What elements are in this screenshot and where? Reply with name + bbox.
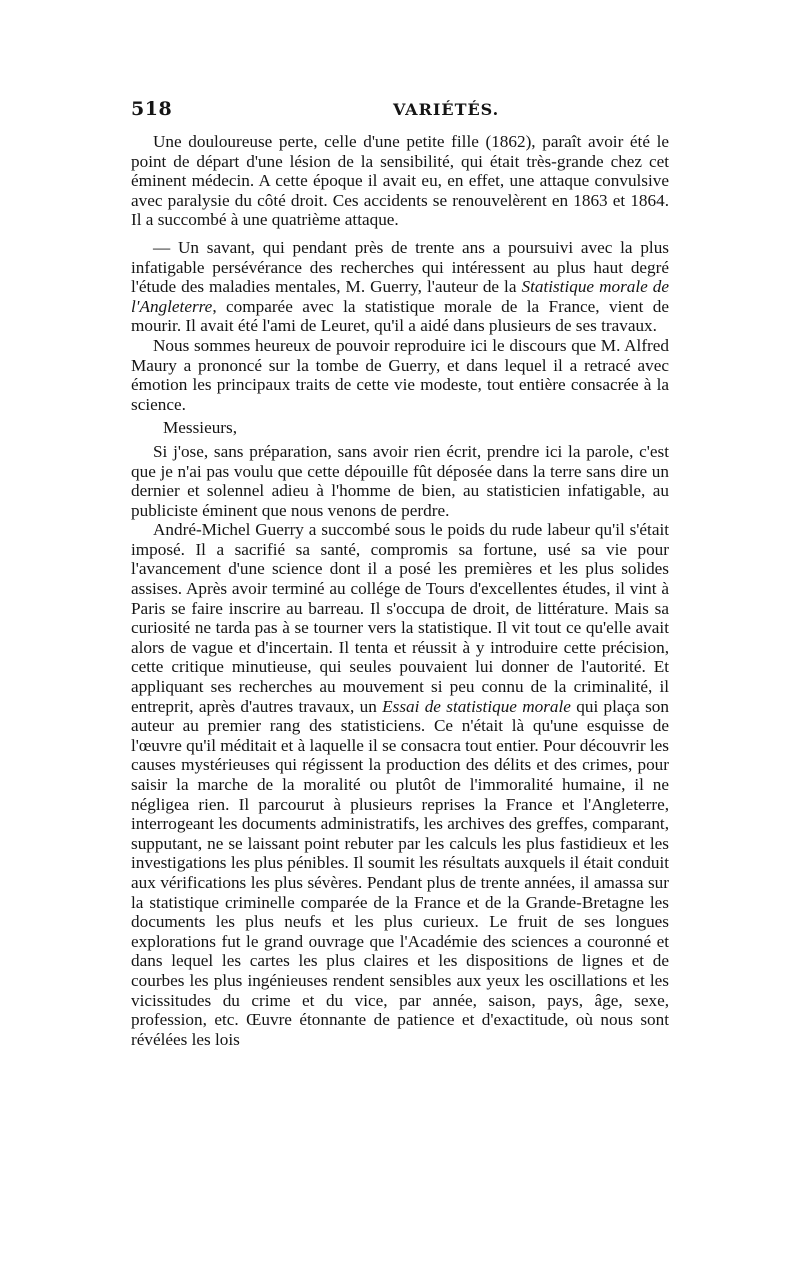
paragraph	[131, 520, 669, 1049]
italic-title: Statistique morale de l'Angleterre	[131, 277, 669, 316]
page-number: 518	[131, 98, 173, 120]
paragraph	[131, 132, 669, 230]
text-run: Si j'ose, sans préparation, sans avoir rien écrit, prendre ici la parole, c'est que je n'ai pas voulu que cette dépouille fût déposée dans la terre sans dire un dernier et solennel adieu à l'homme de bien, au statisticien infatigable, au publiciste éminent que nous venons de perdre.	[131, 441, 669, 520]
paragraph	[131, 238, 669, 336]
text-run: Messieurs,	[163, 418, 237, 438]
paragraph	[131, 336, 669, 414]
text-run: , comparée avec la statistique morale de la France, vient de mourir. Il avait été l'ami de Leuret, qu'il a aidé dans plusieurs de ses travaux.	[131, 296, 669, 336]
text-run: qui plaça son auteur au premier rang des statisticiens. Ce n'était là qu'une esquisse de l'œuvre qu'il méditait et à laquelle il se consacra tout entier. Pour découvrir les causes mystérieuses qui régissent la production des délits et des crimes, pour saisir la marche de la moralité ou plutôt de l'immoralité humaine, il ne négligea rien. Il parcourut à plusieurs reprises la France et l'Angleterre, interrogeant les documents administratifs, les archives des greffes, comparant, supputant, ne se laissant point rebuter par les calculs les plus fastidieux et les investigations les plus pénibles. Il soumit les résultats auxquels il était conduit aux vérifications les plus sévères. Pendant plus de trente années, il amassa sur la statistique criminelle comparée de la France et de la Grande-Bretagne les documents les plus neufs et les plus curieux. Le fruit de ses longues explorations fut le grand ouvrage que l'Académie des sciences a couronné et dans lequel les cartes les plus claires et les dispositions de lignes et de courbes les plus ingénieuses rendent sensibles aux yeux les oscillations et les vicissitudes du crime et du vice, par année, saison, pays, âge, sexe, profession, etc. Œuvre étonnante de patience et d'exactitude, où nous sont révélées les lois	[131, 696, 669, 1049]
text-run: — Un savant, qui pendant près de trente ans a poursuivi avec la plus infatigable persévérance des recherches qui intéressent au plus haut degré l'étude des maladies mentales, M. Guerry, l'auteur de la	[131, 237, 669, 297]
running-head: VARIÉTÉS.	[393, 100, 500, 119]
page-body	[131, 132, 669, 1049]
text-run: Une douloureuse perte, celle d'une petite fille (1862), paraît avoir été le point de départ d'une lésion de la sensibilité, qui était très-grande chez cet éminent médecin. A cette époque il avait eu, en effet, une attaque convulsive avec paralysie du côté droit. Ces accidents se renouvelèrent en 1863 et 1864. Il a succombé à une quatrième attaque.	[131, 132, 669, 230]
text-run: Nous sommes heureux de pouvoir reproduire ici le discours que M. Alfred Maury a prononcé sur la tombe de Guerry, et dans lequel il a retracé avec émotion les principaux traits de cette vie modeste, tout entière consacrée à la science.	[131, 335, 669, 414]
italic-title: Essai de statistique morale	[382, 696, 571, 716]
paragraph	[131, 442, 669, 520]
salutation	[131, 418, 669, 438]
text-run: André-Michel Guerry a succombé sous le poids du rude labeur qu'il s'était imposé. Il a sacrifié sa santé, compromis sa fortune, usé sa vie pour l'avancement d'une science dont il a posé les premières et les plus solides assises. Après avoir terminé au collége de Tours d'excellentes études, il vint à Paris se faire inscrire au barreau. Il s'occupa de droit, de littérature. Mais sa curiosité ne tarda pas à se tourner vers la statistique. Il vit tout ce qu'elle avait alors de vague et d'incertain. Il tenta et réussit à y introduire cette précision, cette critique minutieuse, qui seules pouvaient lui donner de l'autorité. Et appliquant ses recherches au mouvement si peu connu de la criminalité, il entreprit, après d'autres travaux, un	[131, 520, 669, 716]
page-header	[131, 98, 671, 128]
